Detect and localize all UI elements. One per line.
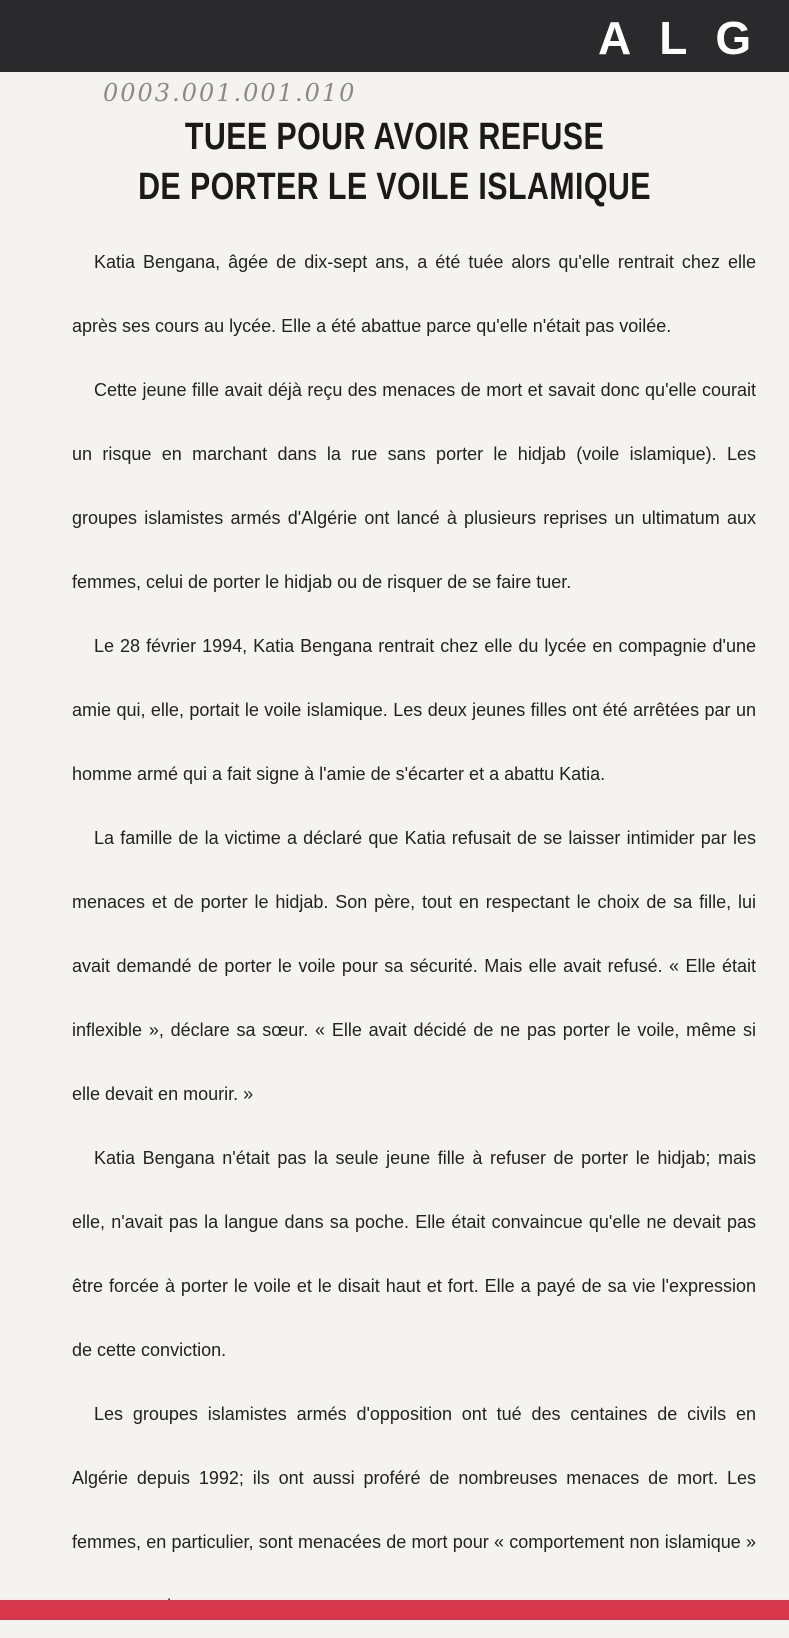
article-body (72, 230, 756, 1638)
paragraph: Katia Bengana, âgée de dix-sept ans, a été tuée alors qu'elle rentrait chez elle après ses cours au lycée. Elle a été abattue parce qu'elle n'était pas voilée. (72, 252, 756, 336)
paragraph: Le 28 février 1994, Katia Bengana rentrait chez elle du lycée en compagnie d'une amie qui, elle, portait le voile islamique. Les deux jeunes filles ont été arrêtées par un homme armé qui a fait signe à l'amie de s'écarter et a abattu Katia. (72, 636, 756, 784)
archive-reference-number: 0003.001.001.010 (103, 79, 357, 107)
title-line-1: TUEE POUR AVOIR REFUSE (184, 116, 605, 158)
top-header-band (0, 0, 789, 72)
paragraph: La famille de la victime a déclaré que Katia refusait de se laisser intimider par les menaces et de porter le hidjab. Son père, tout en respectant le choix de sa fille, lui avait demandé de porter le voile pour sa sécurité. Mais elle avait refusé. « Elle était inflexible », déclare sa sœur. « Elle avait décidé de ne pas porter le voile, même si elle devait en mourir. » (72, 828, 756, 1104)
page-title (40, 112, 749, 212)
paragraph: Les groupes islamistes armés d'opposition ont tué des centaines de civils en Algérie depuis 1992; ils ont aussi proféré de nombreuses menaces de mort. Les femmes, en particulier, sont menacées de mort pour « comportement non islamique » (72, 1404, 756, 1552)
header-band-text: ALG (598, 12, 780, 64)
paragraph: Cette jeune fille avait déjà reçu des menaces de mort et savait donc qu'elle courait un risque en marchant dans la rue sans porter le hidjab (voile islamique). Les groupes islamistes armés d'Algérie ont lancé à plusieurs reprises un ultimatum aux femmes, celui de porter le hidjab ou de risquer de se faire tuer. (72, 380, 756, 592)
paragraph: Katia Bengana n'était pas la seule jeune fille à refuser de porter le hidjab; mais elle, n'avait pas la langue dans sa poche. Elle était convaincue qu'elle ne devait pas être forcée à porter le voile et le disait haut et fort. Elle a payé de sa vie l'expression de cette conviction. (72, 1148, 756, 1360)
title-line-2: DE PORTER LE VOILE ISLAMIQUE (138, 166, 651, 208)
bottom-accent-band (0, 1600, 789, 1620)
